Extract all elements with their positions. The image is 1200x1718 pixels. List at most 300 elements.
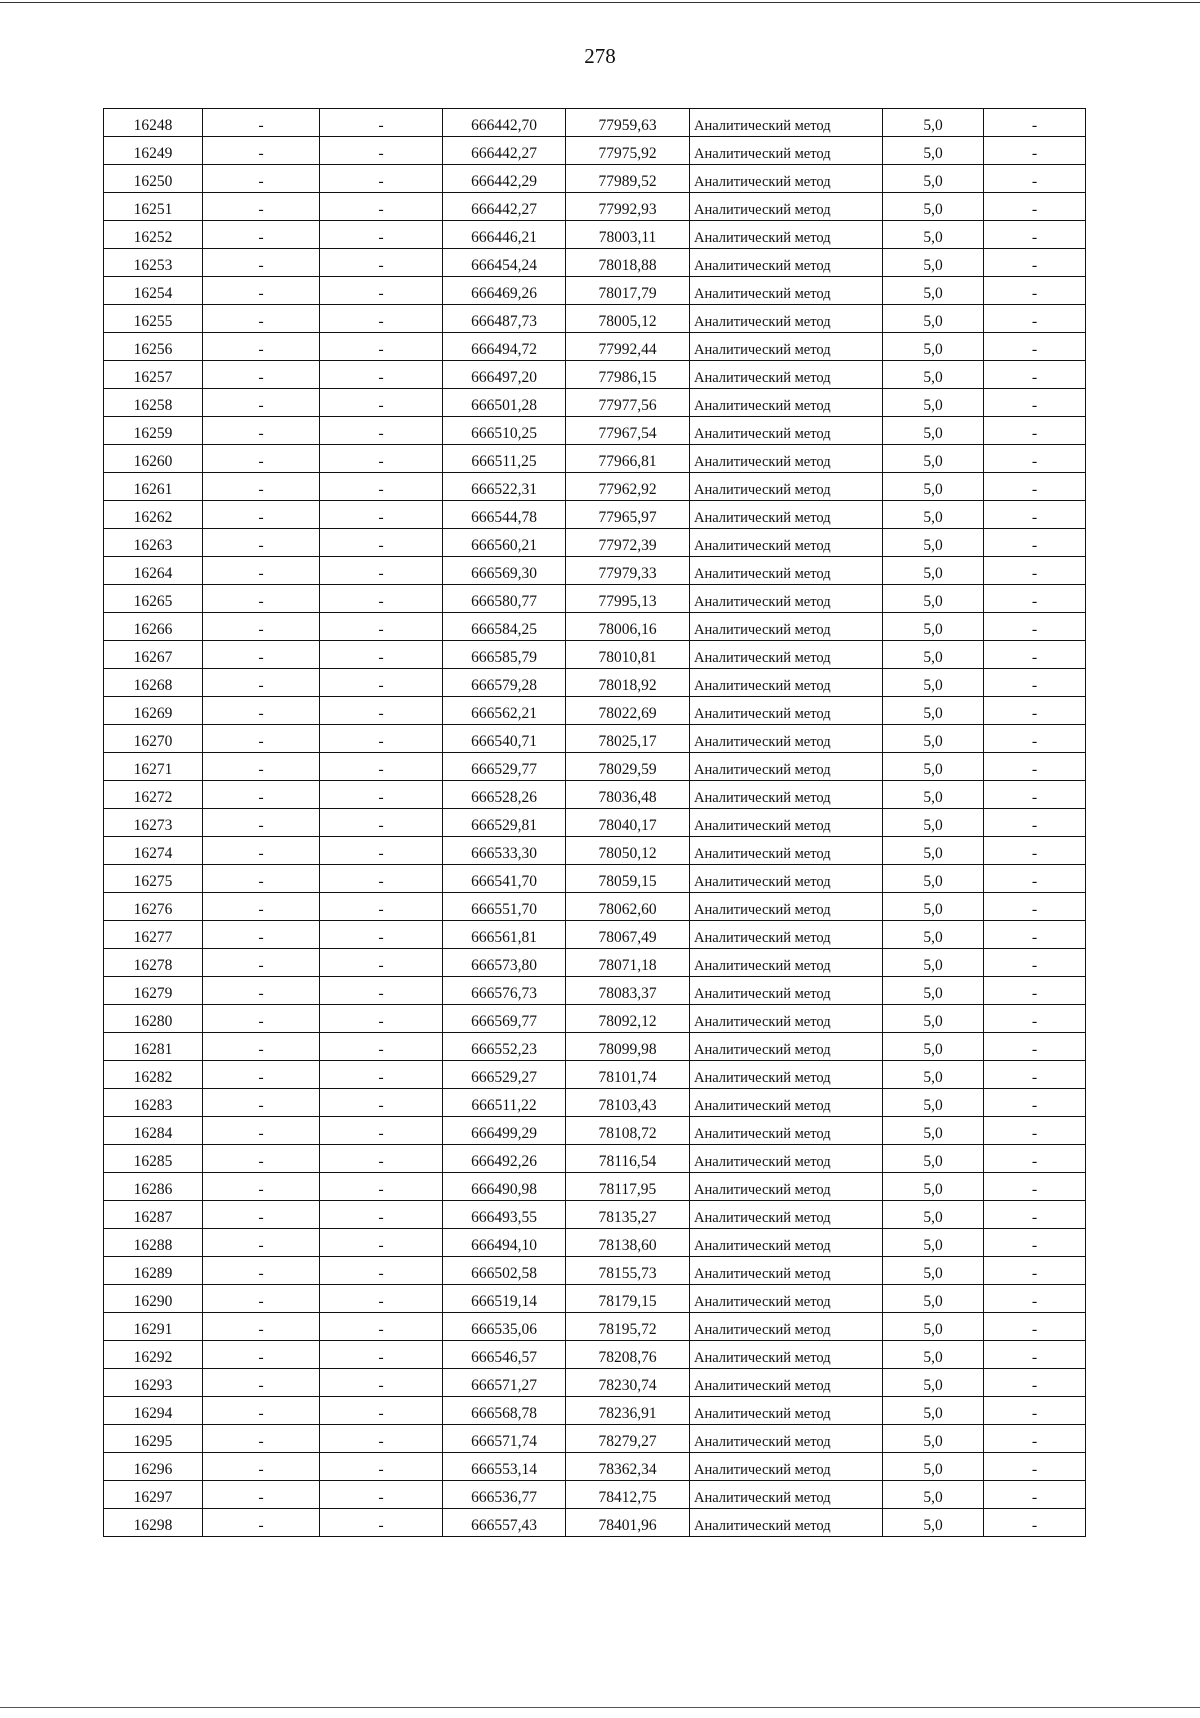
dash-cell: - [203,613,320,641]
dash-cell: - [984,221,1086,249]
accuracy-cell: 5,0 [883,1481,984,1509]
x-coordinate-cell: 666529,27 [443,1061,566,1089]
dash-cell: - [203,193,320,221]
dash-cell: - [984,1229,1086,1257]
dash-cell: - [320,725,443,753]
dash-cell: - [320,949,443,977]
dash-cell: - [203,1089,320,1117]
dash-cell: - [320,193,443,221]
point-number-cell: 16284 [104,1117,203,1145]
dash-cell: - [984,1257,1086,1285]
accuracy-cell: 5,0 [883,473,984,501]
x-coordinate-cell: 666562,21 [443,697,566,725]
method-cell: Аналитический метод [690,1481,883,1509]
method-cell: Аналитический метод [690,753,883,781]
y-coordinate-cell: 78208,76 [566,1341,690,1369]
x-coordinate-cell: 666571,27 [443,1369,566,1397]
method-cell: Аналитический метод [690,305,883,333]
dash-cell: - [203,417,320,445]
point-number-cell: 16266 [104,613,203,641]
x-coordinate-cell: 666494,72 [443,333,566,361]
dash-cell: - [203,1061,320,1089]
method-cell: Аналитический метод [690,893,883,921]
y-coordinate-cell: 77992,93 [566,193,690,221]
accuracy-cell: 5,0 [883,417,984,445]
accuracy-cell: 5,0 [883,949,984,977]
dash-cell: - [320,417,443,445]
x-coordinate-cell: 666487,73 [443,305,566,333]
accuracy-cell: 5,0 [883,641,984,669]
dash-cell: - [320,697,443,725]
y-coordinate-cell: 77995,13 [566,585,690,613]
point-number-cell: 16295 [104,1425,203,1453]
accuracy-cell: 5,0 [883,193,984,221]
accuracy-cell: 5,0 [883,1089,984,1117]
point-number-cell: 16255 [104,305,203,333]
point-number-cell: 16282 [104,1061,203,1089]
dash-cell: - [984,137,1086,165]
table-row [104,949,1086,977]
dash-cell: - [203,1369,320,1397]
dash-cell: - [320,809,443,837]
y-coordinate-cell: 78083,37 [566,977,690,1005]
method-cell: Аналитический метод [690,417,883,445]
point-number-cell: 16294 [104,1397,203,1425]
y-coordinate-cell: 78017,79 [566,277,690,305]
accuracy-cell: 5,0 [883,865,984,893]
dash-cell: - [320,1117,443,1145]
accuracy-cell: 5,0 [883,921,984,949]
method-cell: Аналитический метод [690,529,883,557]
dash-cell: - [320,1397,443,1425]
x-coordinate-cell: 666561,81 [443,921,566,949]
x-coordinate-cell: 666493,55 [443,1201,566,1229]
y-coordinate-cell: 78179,15 [566,1285,690,1313]
y-coordinate-cell: 78071,18 [566,949,690,977]
y-coordinate-cell: 77989,52 [566,165,690,193]
method-cell: Аналитический метод [690,1201,883,1229]
point-number-cell: 16290 [104,1285,203,1313]
point-number-cell: 16272 [104,781,203,809]
y-coordinate-cell: 78062,60 [566,893,690,921]
y-coordinate-cell: 77962,92 [566,473,690,501]
dash-cell: - [203,1397,320,1425]
dash-cell: - [320,1285,443,1313]
method-cell: Аналитический метод [690,1425,883,1453]
dash-cell: - [320,1257,443,1285]
y-coordinate-cell: 78401,96 [566,1509,690,1537]
dash-cell: - [984,669,1086,697]
dash-cell: - [984,1061,1086,1089]
x-coordinate-cell: 666580,77 [443,585,566,613]
dash-cell: - [320,669,443,697]
table-row [104,781,1086,809]
dash-cell: - [320,137,443,165]
dash-cell: - [203,109,320,137]
x-coordinate-cell: 666442,27 [443,193,566,221]
method-cell: Аналитический метод [690,277,883,305]
dash-cell: - [984,277,1086,305]
y-coordinate-cell: 78099,98 [566,1033,690,1061]
dash-cell: - [320,1145,443,1173]
x-coordinate-cell: 666551,70 [443,893,566,921]
dash-cell: - [203,781,320,809]
y-coordinate-cell: 78059,15 [566,865,690,893]
point-number-cell: 16286 [104,1173,203,1201]
point-number-cell: 16262 [104,501,203,529]
x-coordinate-cell: 666579,28 [443,669,566,697]
y-coordinate-cell: 77986,15 [566,361,690,389]
x-coordinate-cell: 666569,77 [443,1005,566,1033]
y-coordinate-cell: 78036,48 [566,781,690,809]
table-row [104,249,1086,277]
accuracy-cell: 5,0 [883,445,984,473]
dash-cell: - [203,501,320,529]
dash-cell: - [320,977,443,1005]
dash-cell: - [984,809,1086,837]
accuracy-cell: 5,0 [883,165,984,193]
dash-cell: - [203,249,320,277]
point-number-cell: 16280 [104,1005,203,1033]
dash-cell: - [320,529,443,557]
dash-cell: - [984,557,1086,585]
dash-cell: - [203,753,320,781]
dash-cell: - [984,193,1086,221]
point-number-cell: 16264 [104,557,203,585]
method-cell: Аналитический метод [690,137,883,165]
x-coordinate-cell: 666536,77 [443,1481,566,1509]
point-number-cell: 16263 [104,529,203,557]
table-row [104,445,1086,473]
method-cell: Аналитический метод [690,1257,883,1285]
table-row [104,697,1086,725]
table-row [104,613,1086,641]
point-number-cell: 16261 [104,473,203,501]
point-number-cell: 16274 [104,837,203,865]
accuracy-cell: 5,0 [883,697,984,725]
accuracy-cell: 5,0 [883,1285,984,1313]
point-number-cell: 16279 [104,977,203,1005]
point-number-cell: 16260 [104,445,203,473]
x-coordinate-cell: 666540,71 [443,725,566,753]
dash-cell: - [984,1453,1086,1481]
dash-cell: - [203,529,320,557]
y-coordinate-cell: 78018,92 [566,669,690,697]
table-row [104,277,1086,305]
dash-cell: - [203,445,320,473]
accuracy-cell: 5,0 [883,977,984,1005]
method-cell: Аналитический метод [690,361,883,389]
point-number-cell: 16252 [104,221,203,249]
table-row [104,585,1086,613]
accuracy-cell: 5,0 [883,501,984,529]
dash-cell: - [203,277,320,305]
method-cell: Аналитический метод [690,473,883,501]
method-cell: Аналитический метод [690,1397,883,1425]
method-cell: Аналитический метод [690,865,883,893]
x-coordinate-cell: 666528,26 [443,781,566,809]
table-row [104,1369,1086,1397]
table-row [104,669,1086,697]
x-coordinate-cell: 666522,31 [443,473,566,501]
dash-cell: - [984,753,1086,781]
y-coordinate-cell: 78101,74 [566,1061,690,1089]
accuracy-cell: 5,0 [883,1369,984,1397]
dash-cell: - [320,221,443,249]
accuracy-cell: 5,0 [883,137,984,165]
method-cell: Аналитический метод [690,613,883,641]
x-coordinate-cell: 666529,81 [443,809,566,837]
x-coordinate-cell: 666510,25 [443,417,566,445]
dash-cell: - [320,893,443,921]
dash-cell: - [203,473,320,501]
dash-cell: - [320,1341,443,1369]
point-number-cell: 16268 [104,669,203,697]
x-coordinate-cell: 666552,23 [443,1033,566,1061]
x-coordinate-cell: 666511,25 [443,445,566,473]
dash-cell: - [203,1453,320,1481]
dash-cell: - [320,557,443,585]
dash-cell: - [320,445,443,473]
y-coordinate-cell: 78412,75 [566,1481,690,1509]
y-coordinate-cell: 77977,56 [566,389,690,417]
dash-cell: - [984,1425,1086,1453]
table-body [104,109,1086,1537]
dash-cell: - [320,1453,443,1481]
x-coordinate-cell: 666546,57 [443,1341,566,1369]
y-coordinate-cell: 78022,69 [566,697,690,725]
y-coordinate-cell: 78230,74 [566,1369,690,1397]
accuracy-cell: 5,0 [883,1257,984,1285]
point-number-cell: 16296 [104,1453,203,1481]
accuracy-cell: 5,0 [883,221,984,249]
dash-cell: - [984,1005,1086,1033]
dash-cell: - [203,1313,320,1341]
table-row [104,389,1086,417]
point-number-cell: 16270 [104,725,203,753]
dash-cell: - [984,417,1086,445]
accuracy-cell: 5,0 [883,249,984,277]
table-row [104,725,1086,753]
point-number-cell: 16291 [104,1313,203,1341]
dash-cell: - [203,697,320,725]
dash-cell: - [320,921,443,949]
dash-cell: - [320,585,443,613]
method-cell: Аналитический метод [690,1005,883,1033]
dash-cell: - [984,725,1086,753]
method-cell: Аналитический метод [690,1369,883,1397]
point-number-cell: 16273 [104,809,203,837]
dash-cell: - [320,1033,443,1061]
table-row [104,1425,1086,1453]
table-row [104,361,1086,389]
dash-cell: - [320,1089,443,1117]
table-row [104,1005,1086,1033]
method-cell: Аналитический метод [690,781,883,809]
y-coordinate-cell: 78279,27 [566,1425,690,1453]
y-coordinate-cell: 78236,91 [566,1397,690,1425]
y-coordinate-cell: 78116,54 [566,1145,690,1173]
method-cell: Аналитический метод [690,921,883,949]
dash-cell: - [203,893,320,921]
dash-cell: - [984,977,1086,1005]
table-row [104,1453,1086,1481]
dash-cell: - [320,865,443,893]
table-row [104,809,1086,837]
x-coordinate-cell: 666490,98 [443,1173,566,1201]
table-row [104,137,1086,165]
dash-cell: - [320,109,443,137]
y-coordinate-cell: 77972,39 [566,529,690,557]
dash-cell: - [203,165,320,193]
accuracy-cell: 5,0 [883,1061,984,1089]
accuracy-cell: 5,0 [883,809,984,837]
dash-cell: - [320,1173,443,1201]
dash-cell: - [203,641,320,669]
accuracy-cell: 5,0 [883,1033,984,1061]
y-coordinate-cell: 77979,33 [566,557,690,585]
dash-cell: - [984,501,1086,529]
dash-cell: - [203,333,320,361]
accuracy-cell: 5,0 [883,837,984,865]
dash-cell: - [984,1033,1086,1061]
point-number-cell: 16248 [104,109,203,137]
table-row [104,641,1086,669]
method-cell: Аналитический метод [690,837,883,865]
dash-cell: - [984,921,1086,949]
dash-cell: - [984,109,1086,137]
method-cell: Аналитический метод [690,1313,883,1341]
table-row [104,1117,1086,1145]
point-number-cell: 16288 [104,1229,203,1257]
dash-cell: - [320,1201,443,1229]
method-cell: Аналитический метод [690,1285,883,1313]
dash-cell: - [984,1397,1086,1425]
x-coordinate-cell: 666585,79 [443,641,566,669]
table-row [104,473,1086,501]
x-coordinate-cell: 666544,78 [443,501,566,529]
y-coordinate-cell: 78025,17 [566,725,690,753]
table-row [104,501,1086,529]
x-coordinate-cell: 666560,21 [443,529,566,557]
table-row [104,1509,1086,1537]
dash-cell: - [320,641,443,669]
dash-cell: - [203,361,320,389]
dash-cell: - [320,1005,443,1033]
y-coordinate-cell: 78135,27 [566,1201,690,1229]
dash-cell: - [203,557,320,585]
x-coordinate-cell: 666576,73 [443,977,566,1005]
dash-cell: - [320,1369,443,1397]
point-number-cell: 16275 [104,865,203,893]
top-border-line [0,2,1200,3]
table-row [104,1061,1086,1089]
point-number-cell: 16297 [104,1481,203,1509]
method-cell: Аналитический метод [690,221,883,249]
accuracy-cell: 5,0 [883,1313,984,1341]
x-coordinate-cell: 666529,77 [443,753,566,781]
x-coordinate-cell: 666442,29 [443,165,566,193]
y-coordinate-cell: 78067,49 [566,921,690,949]
dash-cell: - [984,361,1086,389]
dash-cell: - [984,389,1086,417]
table-row [104,529,1086,557]
dash-cell: - [203,809,320,837]
method-cell: Аналитический метод [690,501,883,529]
method-cell: Аналитический метод [690,669,883,697]
dash-cell: - [203,921,320,949]
y-coordinate-cell: 77959,63 [566,109,690,137]
table-row [104,1341,1086,1369]
accuracy-cell: 5,0 [883,1425,984,1453]
x-coordinate-cell: 666446,21 [443,221,566,249]
y-coordinate-cell: 78155,73 [566,1257,690,1285]
method-cell: Аналитический метод [690,641,883,669]
accuracy-cell: 5,0 [883,529,984,557]
accuracy-cell: 5,0 [883,1341,984,1369]
dash-cell: - [203,1257,320,1285]
method-cell: Аналитический метод [690,697,883,725]
dash-cell: - [984,473,1086,501]
x-coordinate-cell: 666469,26 [443,277,566,305]
method-cell: Аналитический метод [690,585,883,613]
table-row [104,109,1086,137]
table-row [104,977,1086,1005]
dash-cell: - [320,501,443,529]
table-row [104,305,1086,333]
table-row [104,165,1086,193]
point-number-cell: 16250 [104,165,203,193]
method-cell: Аналитический метод [690,725,883,753]
point-number-cell: 16287 [104,1201,203,1229]
accuracy-cell: 5,0 [883,585,984,613]
dash-cell: - [984,893,1086,921]
table-row [104,753,1086,781]
dash-cell: - [320,165,443,193]
dash-cell: - [984,1313,1086,1341]
dash-cell: - [203,137,320,165]
dash-cell: - [320,613,443,641]
point-number-cell: 16292 [104,1341,203,1369]
dash-cell: - [320,333,443,361]
dash-cell: - [203,725,320,753]
dash-cell: - [203,1285,320,1313]
point-number-cell: 16259 [104,417,203,445]
point-number-cell: 16254 [104,277,203,305]
dash-cell: - [984,949,1086,977]
y-coordinate-cell: 78029,59 [566,753,690,781]
point-number-cell: 16277 [104,921,203,949]
method-cell: Аналитический метод [690,949,883,977]
x-coordinate-cell: 666569,30 [443,557,566,585]
table-row [104,1481,1086,1509]
dash-cell: - [320,837,443,865]
point-number-cell: 16271 [104,753,203,781]
dash-cell: - [984,333,1086,361]
dash-cell: - [320,1061,443,1089]
dash-cell: - [320,1313,443,1341]
accuracy-cell: 5,0 [883,389,984,417]
point-number-cell: 16293 [104,1369,203,1397]
dash-cell: - [203,221,320,249]
y-coordinate-cell: 77966,81 [566,445,690,473]
dash-cell: - [320,1481,443,1509]
point-number-cell: 16257 [104,361,203,389]
x-coordinate-cell: 666442,70 [443,109,566,137]
dash-cell: - [984,165,1086,193]
dash-cell: - [984,1089,1086,1117]
x-coordinate-cell: 666535,06 [443,1313,566,1341]
